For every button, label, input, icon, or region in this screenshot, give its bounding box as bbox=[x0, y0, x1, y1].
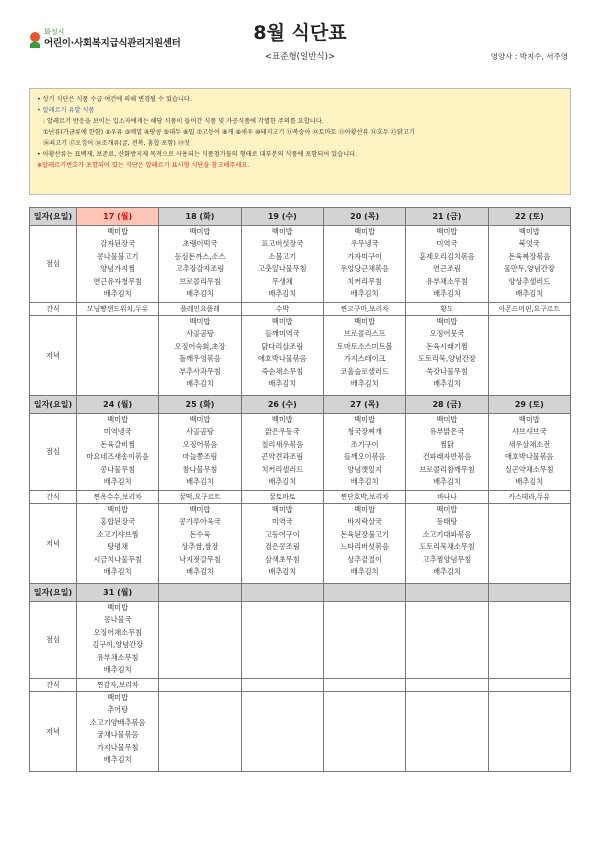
day-header: 19 (수) bbox=[241, 208, 323, 226]
menu-item: 돈육짜장볶음 bbox=[508, 251, 551, 261]
dinner-cell bbox=[159, 692, 241, 772]
date-header-label: 일자(요일) bbox=[30, 396, 77, 414]
lunch-cell bbox=[77, 414, 159, 491]
dinner-label: 저녁 bbox=[30, 692, 77, 772]
snack-cell: 찐옥수수,보리차 bbox=[77, 491, 159, 504]
menu-item: 백미밥 bbox=[271, 505, 293, 514]
menu-item: 배추김치 bbox=[350, 288, 379, 298]
menu-item: 백미밥 bbox=[189, 505, 211, 514]
lunch-cell bbox=[323, 414, 405, 491]
day-header: 27 (목) bbox=[323, 396, 405, 414]
menu-item: 돈육갈비찜 bbox=[100, 439, 136, 449]
snack-cell bbox=[406, 679, 488, 692]
menu-item: 도토리묵채소무침 bbox=[419, 542, 475, 552]
menu-item: 백미밥 bbox=[189, 317, 211, 326]
date-header-row bbox=[30, 584, 571, 602]
menu-item: 백미밥 bbox=[189, 415, 211, 424]
menu-item: 배추김치 bbox=[350, 378, 379, 388]
menu-item: 미역냉국 bbox=[103, 427, 132, 437]
menu-item: 마요네즈새송이볶음 bbox=[86, 452, 149, 462]
date-header-label: 일자(요일) bbox=[30, 584, 77, 602]
menu-item: 가자미구이 bbox=[347, 251, 382, 261]
menu-item: 애호박나물볶음 bbox=[258, 354, 307, 364]
menu-item: 백미밥 bbox=[436, 415, 458, 424]
menu-item: 배추김치 bbox=[103, 754, 132, 764]
menu-item: 돌깨우엉볶음 bbox=[179, 354, 221, 364]
menu-item: 배추김치 bbox=[268, 566, 297, 576]
menu-item: 칠리새우볶음 bbox=[261, 439, 304, 449]
menu-item: 백미밥 bbox=[436, 317, 458, 326]
menu-item: 쑥갓나물무침 bbox=[426, 366, 468, 376]
snack-cell bbox=[159, 679, 241, 692]
day-header: 21 (금) bbox=[406, 208, 488, 226]
menu-item: 배추김치 bbox=[186, 566, 214, 576]
menu-item: 양상추샐러드 bbox=[508, 276, 551, 286]
snack-label: 간식 bbox=[30, 491, 77, 504]
snack-row bbox=[30, 679, 571, 692]
menu-item: 시금치나물무침 bbox=[93, 554, 142, 564]
day-header: 29 (토) bbox=[488, 396, 570, 414]
day-header: 24 (월) bbox=[77, 396, 159, 414]
page-subtitle: <표준형(일반식)> bbox=[264, 52, 336, 62]
menu-item: 콩가루아욱국 bbox=[179, 517, 221, 527]
snack-cell bbox=[241, 679, 323, 692]
lunch-cell bbox=[159, 226, 241, 303]
snack-cell: 꿀토마토 bbox=[241, 491, 323, 504]
lunch-cell bbox=[323, 226, 405, 303]
dinner-cell bbox=[488, 316, 570, 396]
date-header-row bbox=[30, 208, 571, 226]
snack-cell: 찐단호박,보리차 bbox=[323, 491, 405, 504]
menu-item: 들깨미역국 bbox=[264, 329, 300, 339]
menu-item: 물만두,양념간장 bbox=[503, 264, 555, 274]
snack-cell: 바나나 bbox=[406, 491, 488, 504]
lunch-cell bbox=[488, 414, 570, 491]
lunch-label: 점심 bbox=[30, 226, 77, 303]
menu-item: 낙지젓갈무침 bbox=[179, 554, 221, 564]
menu-item: 오징어채소무침 bbox=[93, 627, 142, 637]
snack-row bbox=[30, 491, 571, 504]
menu-item: 배추김치 bbox=[186, 288, 214, 298]
menu-item: 백미밥 bbox=[107, 505, 129, 514]
nutritionist-info: 영양사 : 박지수, 서주영 bbox=[490, 52, 568, 61]
menu-item: 동태탕 bbox=[436, 517, 458, 527]
menu-item: 실곤약채소무침 bbox=[505, 464, 554, 474]
notice-allergy-heading: • 알레르기 유발 식품 bbox=[37, 107, 95, 114]
lunch-cell bbox=[406, 602, 488, 679]
menu-item: 양념깻잎지 bbox=[347, 464, 382, 474]
notice-line: • 상기 식단은 식품 수급 여건에 의해 변경될 수 있습니다. bbox=[37, 96, 192, 103]
snack-cell: 플레인요플레 bbox=[159, 303, 241, 316]
menu-item: 사골곰탕 bbox=[186, 427, 214, 437]
menu-item: 조기구이 bbox=[350, 439, 379, 449]
menu-item: 오징어뭇국 bbox=[429, 329, 465, 339]
snack-row bbox=[30, 303, 571, 316]
menu-item: 고춧잎나물무침 bbox=[258, 264, 307, 274]
dinner-cell bbox=[488, 504, 570, 584]
snack-cell: 찐감자,보리차 bbox=[77, 679, 159, 692]
menu-item: 배추김치 bbox=[350, 476, 379, 486]
menu-item: 고추장감자조림 bbox=[175, 264, 225, 274]
dinner-row bbox=[30, 692, 571, 772]
day-header bbox=[323, 584, 405, 602]
menu-item: 바지락살국 bbox=[347, 517, 382, 527]
menu-item: 콩나물국 bbox=[103, 615, 132, 625]
dinner-cell bbox=[323, 316, 405, 396]
day-header: 25 (화) bbox=[159, 396, 241, 414]
lunch-cell bbox=[406, 414, 488, 491]
dinner-row bbox=[30, 316, 571, 396]
menu-item: 치커리샐러드 bbox=[261, 464, 304, 474]
dinner-cell bbox=[488, 692, 570, 772]
menu-item: 돈육된장불고기 bbox=[340, 529, 389, 539]
menu-item: 백미밥 bbox=[354, 227, 376, 236]
lunch-cell bbox=[406, 226, 488, 303]
menu-item: 소고기샤브찜 bbox=[96, 529, 139, 539]
dinner-cell bbox=[159, 316, 241, 396]
menu-table bbox=[29, 207, 571, 772]
menu-item: 마늘쫑조림 bbox=[182, 452, 218, 462]
menu-item: 청국장찌개 bbox=[347, 427, 382, 437]
menu-item: 가지나물무침 bbox=[96, 742, 139, 752]
menu-item: 고추찜양념무침 bbox=[422, 554, 472, 564]
menu-item: 연근조림 bbox=[433, 264, 461, 274]
menu-item: 배추김치 bbox=[103, 566, 132, 576]
notice-line: : 알레르기 반응을 보이는 입소자에게는 해당 식품이 들어간 식품 및 가공식품에 각별한 주의를 요합니다. bbox=[43, 118, 324, 125]
menu-item: 백미밥 bbox=[271, 227, 293, 236]
day-header: 28 (금) bbox=[406, 396, 488, 414]
lunch-row bbox=[30, 602, 571, 679]
menu-item: 죽순채소무침 bbox=[261, 366, 304, 376]
menu-item: 백미밥 bbox=[271, 415, 293, 424]
menu-item: 배추김치 bbox=[103, 288, 132, 298]
snack-cell bbox=[488, 679, 570, 692]
menu-item: 유부맑은국 bbox=[429, 427, 465, 437]
dinner-cell bbox=[77, 316, 159, 396]
lunch-cell bbox=[241, 414, 323, 491]
menu-item: 치커리무침 bbox=[347, 276, 382, 286]
menu-item: 닭다리살조림 bbox=[261, 341, 304, 351]
snack-label: 간식 bbox=[30, 679, 77, 692]
menu-item: 미역국 bbox=[271, 517, 293, 527]
menu-item: 오징어숙회,초장 bbox=[174, 341, 226, 351]
menu-item: 상추쌈,쌈장 bbox=[181, 542, 219, 552]
menu-item: 우무냉국 bbox=[350, 239, 379, 249]
logo-center-name: 어린이·사회복지급식관리지원센터 bbox=[44, 38, 181, 49]
menu-item: 백미밥 bbox=[107, 227, 129, 236]
menu-item: 소고기대파볶음 bbox=[422, 529, 472, 539]
menu-item: 표고버섯장국 bbox=[261, 239, 304, 249]
menu-item: 백미밥 bbox=[436, 505, 458, 514]
lunch-cell bbox=[488, 226, 570, 303]
snack-cell: 모닝빵샌드위치,두유 bbox=[77, 303, 159, 316]
menu-item: 들깨오이볶음 bbox=[343, 452, 386, 462]
menu-item: 북엇국 bbox=[518, 239, 540, 249]
menu-item: 샤브샤브국 bbox=[511, 427, 547, 437]
logo-city: 화성시 bbox=[44, 28, 65, 36]
menu-item: 배추김치 bbox=[433, 476, 461, 486]
menu-item: 배추김치 bbox=[268, 288, 297, 298]
menu-item: 콩나물불고기 bbox=[96, 251, 139, 261]
menu-item: 양념가지찜 bbox=[100, 264, 136, 274]
lunch-cell bbox=[241, 602, 323, 679]
lunch-cell bbox=[323, 602, 405, 679]
menu-item: 맑은우동국 bbox=[264, 427, 300, 437]
menu-item: 백미밥 bbox=[354, 505, 376, 514]
snack-cell: 아몬드머핀,요구르트 bbox=[488, 303, 570, 316]
snack-cell: 수박 bbox=[241, 303, 323, 316]
lunch-cell bbox=[159, 414, 241, 491]
menu-item: 미역국 bbox=[436, 239, 458, 249]
lunch-cell bbox=[159, 602, 241, 679]
menu-item: 유부채소무침 bbox=[426, 276, 468, 286]
menu-item: 백미밥 bbox=[518, 415, 540, 424]
menu-item: 추어탕 bbox=[107, 705, 129, 715]
menu-item: 배추김치 bbox=[268, 378, 297, 388]
lunch-cell bbox=[77, 602, 159, 679]
day-header bbox=[488, 584, 570, 602]
menu-item: 탕평채 bbox=[107, 542, 129, 552]
dinner-cell bbox=[241, 692, 323, 772]
menu-item: 백미밥 bbox=[271, 317, 293, 326]
menu-item: 백미밥 bbox=[436, 227, 458, 236]
notice-warning: ※알레르기번호가 포함되어 있는 식단은 알레르기 표시형 식단을 참고해주세요. bbox=[37, 162, 250, 169]
dinner-cell bbox=[323, 504, 405, 584]
lunch-label: 점심 bbox=[30, 602, 77, 679]
menu-item: 궁채나물볶음 bbox=[96, 730, 139, 740]
snack-cell: 찐고구마,보리차 bbox=[323, 303, 405, 316]
menu-item: 등심돈까스,소스 bbox=[174, 251, 226, 261]
dinner-cell bbox=[159, 504, 241, 584]
day-header: 20 (목) bbox=[323, 208, 405, 226]
menu-item: 백미밥 bbox=[189, 227, 211, 236]
notice-line: • 아황산류는 표백제, 보존료, 산화방지제 목적으로 사용되는 식품첨가물의 형태로 대부분의 식품에 포함되어 있습니다. bbox=[37, 151, 358, 158]
menu-item: 배추김치 bbox=[103, 664, 132, 674]
dinner-cell bbox=[241, 316, 323, 396]
snack-cell: 황도 bbox=[406, 303, 488, 316]
dinner-cell bbox=[406, 692, 488, 772]
menu-item: 배추김치 bbox=[350, 566, 379, 576]
menu-item: 돈수육 bbox=[189, 529, 211, 539]
menu-item: 백미밥 bbox=[354, 317, 376, 326]
menu-item: 고등어구이 bbox=[264, 529, 300, 539]
menu-item: 콩나물무침 bbox=[100, 464, 136, 474]
day-header: 26 (수) bbox=[241, 396, 323, 414]
menu-item: 배추김치 bbox=[433, 378, 461, 388]
notice-allergy-list: ①난류(가금류에 한함) ②우유 ③메밀 ④땅콩 ⑤대두 ⑥밀 ⑦고등어 ⑧게 ⑨새우 ⑩돼지고기 ⑪복숭아 ⑫토마토 ⑬아황산류 ⑭호두 ⑮닭고기 bbox=[43, 129, 415, 136]
dinner-label: 저녁 bbox=[30, 504, 77, 584]
menu-item: 배추김치 bbox=[268, 476, 297, 486]
menu-item: 오징어볶음 bbox=[182, 439, 218, 449]
menu-item: 돈육시래기찜 bbox=[426, 341, 468, 351]
menu-item: 브로콜리스프 bbox=[343, 329, 386, 339]
dinner-label: 저녁 bbox=[30, 316, 77, 396]
day-header bbox=[241, 584, 323, 602]
menu-item: 초랭이떡국 bbox=[182, 239, 218, 249]
menu-item: 무생채 bbox=[271, 276, 293, 286]
menu-item: 참나물무침 bbox=[182, 464, 218, 474]
page-title: 8월 식단표 bbox=[253, 22, 347, 44]
menu-item: 배추김치 bbox=[186, 378, 214, 388]
date-header-row bbox=[30, 396, 571, 414]
menu-item: 훈제오리김치볶음 bbox=[419, 251, 475, 261]
menu-item: 상추겉절이 bbox=[347, 554, 382, 564]
lunch-label: 점심 bbox=[30, 414, 77, 491]
menu-item: 김구이,양념간장 bbox=[92, 640, 144, 650]
menu-item: 배추김치 bbox=[433, 566, 461, 576]
day-header: 18 (화) bbox=[159, 208, 241, 226]
menu-item: 소고기양배추볶음 bbox=[89, 717, 146, 727]
menu-item: 백미밥 bbox=[107, 693, 129, 702]
menu-item: 배추김치 bbox=[515, 476, 544, 486]
snack-cell: 꿀떡,요구르트 bbox=[159, 491, 241, 504]
menu-item: 사골곰탕 bbox=[186, 329, 214, 339]
date-header-label: 일자(요일) bbox=[30, 208, 77, 226]
day-header bbox=[406, 584, 488, 602]
menu-item: 삼색초무침 bbox=[264, 554, 300, 564]
lunch-cell bbox=[77, 226, 159, 303]
day-header: 31 (월) bbox=[77, 584, 159, 602]
menu-item: 배추김치 bbox=[103, 476, 132, 486]
lunch-row bbox=[30, 414, 571, 491]
menu-item: 배추김치 bbox=[515, 288, 544, 298]
notice-box bbox=[29, 88, 571, 195]
menu-item: 건파래자반볶음 bbox=[422, 452, 472, 462]
day-header: 22 (토) bbox=[488, 208, 570, 226]
menu-item: 토마토소스미트볼 bbox=[336, 341, 393, 351]
menu-item: 홍합된장국 bbox=[100, 517, 136, 527]
menu-item: 곤약견과조림 bbox=[261, 452, 304, 462]
snack-label: 간식 bbox=[30, 303, 77, 316]
menu-item: 도토리묵,양념간장 bbox=[418, 354, 476, 364]
day-header bbox=[159, 584, 241, 602]
menu-item: 찜닭 bbox=[440, 439, 454, 449]
dinner-cell bbox=[241, 504, 323, 584]
menu-item: 검은콩조림 bbox=[264, 542, 300, 552]
menu-item: 배추김치 bbox=[433, 288, 461, 298]
snack-cell: 카스테라,두유 bbox=[488, 491, 570, 504]
menu-item: 유부채소무침 bbox=[96, 652, 139, 662]
menu-item: 백미밥 bbox=[354, 415, 376, 424]
dinner-cell bbox=[406, 504, 488, 584]
menu-item: 우엉당근채볶음 bbox=[340, 264, 389, 274]
dinner-cell bbox=[406, 316, 488, 396]
menu-item: 새우살채소전 bbox=[508, 439, 551, 449]
menu-item: 백미밥 bbox=[107, 415, 129, 424]
lunch-cell bbox=[488, 602, 570, 679]
menu-item: 백미밥 bbox=[518, 227, 540, 236]
notice-allergy-list: ⑯쇠고기 ⑰오징어 ⑱조개류(굴, 전복, 홍합 포함) ⑲잣 bbox=[43, 140, 190, 147]
menu-item: 감자된장국 bbox=[100, 239, 136, 249]
menu-item: 연근유자청무침 bbox=[93, 276, 142, 286]
lunch-row bbox=[30, 226, 571, 303]
lunch-cell bbox=[241, 226, 323, 303]
menu-item: 브로콜리참깨무침 bbox=[419, 464, 475, 474]
menu-table-body bbox=[30, 208, 571, 772]
menu-item: 애호박나물볶음 bbox=[505, 452, 554, 462]
menu-item: 백미밥 bbox=[107, 603, 129, 612]
dinner-cell bbox=[323, 692, 405, 772]
dinner-cell bbox=[77, 504, 159, 584]
dinner-row bbox=[30, 504, 571, 584]
dinner-cell bbox=[77, 692, 159, 772]
menu-item: 느타리버섯볶음 bbox=[340, 542, 389, 552]
menu-item: 가지스테이크 bbox=[343, 354, 386, 364]
menu-item: 소불고기 bbox=[268, 251, 297, 261]
menu-item: 배추김치 bbox=[186, 476, 214, 486]
day-header: 17 (월) bbox=[77, 208, 159, 226]
menu-item: 코울슬로샐러드 bbox=[340, 366, 389, 376]
menu-item: 브로콜리무침 bbox=[179, 276, 221, 286]
menu-item: 부추사과무침 bbox=[179, 366, 221, 376]
snack-cell bbox=[323, 679, 405, 692]
